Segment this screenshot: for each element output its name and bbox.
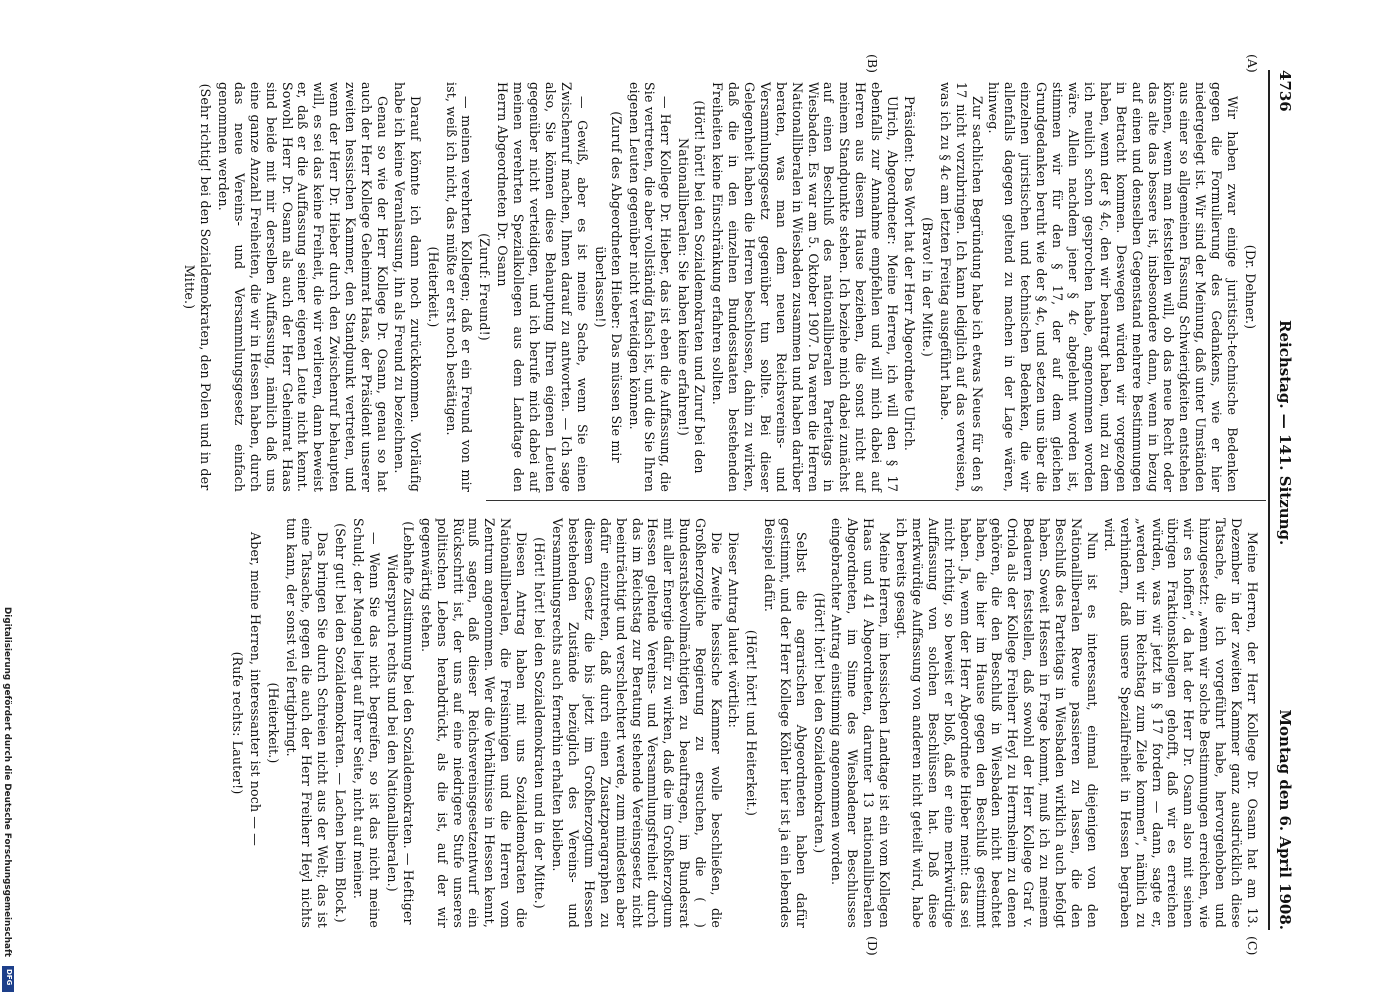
page-header <box>1270 70 1294 930</box>
paragraph: Genau so wie der Herr Kollege Dr. Osann, genau so hat auch der Herr Kollege Geheimrat Haas, der Präsident unserer zweiten hessischen Kammer, den Standpunkt vertreten, und wenn der Herr Dr. Hieber durch den Zwischenruf behaupten will, es sei das keine Freiheit, die wir verlieren, dann beweist er, daß er die Auffassung seiner eigenen Leute nicht kennt. Sowohl Herr Dr. Osann als auch der Herr Geheimrat Haas sind beide mit mir derselben Auffassung, nämlich daß uns eine ganze Anzahl Freiheiten, die wir in Hessen haben, durch das neue Vereins- und Versammlungsgesetz einfach genommen werden. <box>215 82 390 492</box>
paragraph: Dieser Antrag lautet wörtlich: <box>726 532 741 729</box>
paragraph: Präsident: Das Wort hat der Herr Abgeordnete Ulrich. <box>901 96 917 452</box>
paragraph: Ulrich, Abgeordneter: Meine Herren, ich will den § 17 ebenfalls zur Annahme empfehlen und will mich dabei auf Herren aus diesem Hause beziehen, die sonst nicht auf meinem Standpunkte stehen. Ich beziehe mich dabei zunächst auf einen Beschluß des nationalliberalen Parteitags in Wiesbaden. Es war am 5. Oktober 1907. Da waren die Herren Nationalliberalen in Wiesbaden zusammen und haben darüber beraten, was man dem neuen Reichsvereins- und Versammlungsgesetz gegenüber tun sollte. Bei dieser Gelegenheit haben die Herren beschlossen, dahin zu wirken, daß die in den einzelnen Bundesstaaten bestehenden Freiheiten keine Einschränkung erfahren sollten. <box>710 82 901 492</box>
paragraph: Meine Herren, im hessischen Landtage ist ein vom Kollegen Haas und 41 Abgeordneten, darunter 13 nationalliberalen Abgeordneten, im Sinne des Wiesbadener Beschlusses eingebrachter Antrag einstimmig angenommen worden. <box>829 518 893 928</box>
interjection-line: (Heiterkeit.) <box>265 682 281 764</box>
paragraph: Wir haben zwar einige juristisch-technische Bedenken gegen die Formulierung des Gedankens, wie er hier niedergelegt ist. Wir sind der Meinung, daß unter Umständen aus einer so allgemeinen Fassung Schwierigkeiten entstehen können, wenn man feststellen will, ob das neue Recht oder das alte das bessere ist, insbesondere dann, wenn in bezug auf einen und denselben Gegenstand mehrere Bestimmungen in Betracht kommen. Deswegen würden wir vorgezogen haben, wenn der § 4c, den wir beantragt haben, und zu dem ich neulich schon gesprochen habe, angenommen worden wäre. Allein nachdem jener § 4c abgelehnt worden ist, stimmen wir für den § 17, der auf dem gleichen Grundgedanken beruht wie der § 4c, und setzen uns über die einzelnen juristischen und technischen Bedenken, die wir allenfalls dagegen geltend zu machen in der Lage wären, hinweg. <box>986 82 1241 492</box>
dfg-logo-text: DFG <box>5 969 13 986</box>
interjection-line: (Zuruf: Freund!) <box>477 233 493 341</box>
page-number: 4736 <box>1276 70 1294 112</box>
paragraph: Selbst die agrarischen Abgeordneten haben dafür gestimmt, und der Herr Kollege Köhler hier ist ja ein lebendes Beispiel dafür. <box>761 518 809 928</box>
header-rule <box>1268 70 1270 930</box>
paragraph: Darauf könnte ich dann noch zurückkommen. Vorläufig habe ich keine Veranlassung, ihn als Freund zu bezeichnen. <box>391 82 423 492</box>
rotated-document-page <box>30 0 1300 1000</box>
interjection-line: (Bravo! in der Mitte.) <box>919 217 935 357</box>
paragraph: Das bringen Sie durch Schreien nicht aus der Welt; das ist eine Tatsache, gegen die auch der Herr Freiherr Heyl nichts tun kann, der sonst viel fertigbringt. <box>283 518 331 928</box>
column-divider <box>486 500 1266 501</box>
paragraph: Nun ist es interessant, einmal diejenigen von den Nationalliberalen Revue passieren zu lassen, die den Beschluß des Parteitags in Wiesbaden wirklich auch befolgt haben. Soweit Hessen in Frage kommt, muß ich zu meinem Bedauern feststellen, daß sowohl der Herr Kollege Graf v. Oriola als der Kollege Freiherr Heyl zu Herrnsheim zu denen gehören, die den Beschluß in Wiesbaden nicht beachtet haben, die hier im Hause gegen den Beschluß gestimmt haben. Ja, wenn der Herr Abgeordnete Hieber meint: das sei nicht richtig, so beweist er bloß, daß er eine merkwürdige Auffassung von solchen Beschlüssen hat. Daß diese merkwürdige Auffassung von anderen nicht geteilt wird, habe ich bereits gesagt. <box>894 518 1100 928</box>
credit-text: Digitalisierung gefördert durch die Deutsche Forschungsgemeinschaft <box>2 607 12 958</box>
margin-mark-d: (D) <box>865 936 880 956</box>
interjection-line: (Hört! hört! bei den Sozialdemokraten.) <box>811 592 827 854</box>
session-date: Montag den 6. April 1908. <box>1276 709 1294 930</box>
paragraph: — meinen verehrten Kollegen; daß er ein Freund von mir ist, weiß ich nicht, das müßte er erst noch bestätigen. <box>443 82 475 492</box>
margin-mark-a: (A) <box>1245 54 1260 73</box>
paragraph: Aber, meine Herren, interessanter ist noch — — <box>247 532 263 847</box>
paragraph: — Herr Kollege Dr. Hieber, das ist eben die Auffassung, die Sie vertreten, die aber vollständig falsch ist, und die Sie Ihren eigenen Leuten gegenüber nicht verteidigen können. <box>626 82 674 492</box>
right-text-column <box>227 518 1260 928</box>
interjection-line: (Zuruf des Abgeordneten Hieber: Das müssen Sie mir überlassen!) <box>592 111 624 463</box>
interjection-line: (Sehr gut! bei den Sozialdemokraten. — Lachen beim Block.) <box>333 523 349 923</box>
paragraph: Die Zweite hessische Kammer wolle beschließen, die Großherzogliche Regierung zu ersuchen, die ( ) Bundesratsbevollmächtigten zu beauftragen, im Bundesrat mit aller Energie dafür zu wirken, daß die im Großherzogtum Hessen geltende Vereins- und Versammlungsfreiheit durch das im Reichstag zur Beratung stehende Vereinsgesetz nicht beeinträchtigt und verschlechtert werde, zum mindesten aber dafür einzutreten, daß durch einen Zusatzparagraphen zu diesem Gesetz die bis jetzt im Großherzogtum Hessen bestehenden Zustände bezüglich des Vereins- und Versammlungsrechts auch fernerhin erhalten bleiben. <box>550 518 725 928</box>
interjection-line: (Rufe rechts: Lauter!) <box>229 651 245 795</box>
margin-mark-b: (B) <box>865 54 880 73</box>
interjection-line: (Hört! hört! und Heiterkeit.) <box>743 629 759 817</box>
paragraph: — Gewiß, aber es ist meine Sache, wenn Sie einen Zwischenruf machen, Ihnen darauf zu antworten. — Ich sage also, Sie können diese Behauptung Ihren eigenen Leuten gegenüber nicht verteidigen, und ich berufe mich dabei auf meinen verehrten Spezialkollegen aus dem Landtage den Herrn Abgeordneten Dr. Osann <box>495 82 590 492</box>
paragraph: Meine Herren, der Herr Kollege Dr. Osann hat am 13. Dezember in der zweiten Kammer ganz ausdrücklich diese Tatsache, die ich vorgeführt habe, hervorgehoben und hinzugesetzt: „wenn wir solche Bestimmungen erreichen, wie wir es hoffen“, da hat der Herr Dr. Osann also mit seinen übrigen Fraktionskollegen gehofft, daß wir es erreichen würden, was wir jetzt in § 17 fordern — dann, sagte er, „werden wir im Reichstag zum Ziele kommen“, nämlich zu verhindern, daß unsere Spezialfreiheit in Hessen begraben wird. <box>1101 518 1260 928</box>
dfg-logo <box>2 966 14 992</box>
paragraph: Diesen Antrag haben mit uns Sozialdemokraten die Nationalliberalen, die Freisinnigen und die Herren vom Zentrum angenommen. Wer die Verhältnisse in Hessen kennt, muß sagen, daß dieser Reichsvereinsgesetzentwurf ein Rückschritt ist, der uns auf eine niedrigere Stufe unseres politischen Lebens herabdrückt, als die ist, auf der wir gegenwärtig stehen. <box>418 518 530 928</box>
margin-mark-c: (C) <box>1245 936 1260 956</box>
left-text-column <box>179 82 1260 492</box>
interjection-line: (Hört! hört! bei den Sozialdemokraten und in der Mitte.) <box>532 537 548 909</box>
interjection-line: (Sehr richtig! bei den Sozialdemokraten, den Polen und in der Mitte.) <box>182 83 213 491</box>
session-title: Reichstag. — 141. Sitzung. <box>1276 320 1294 546</box>
interjection-line: (Heiterkeit.) <box>425 246 441 328</box>
paragraph: — Wenn Sie das nicht begreifen, so ist das nicht meine Schuld; der Mangel liegt auf Ihrer Seite, nicht auf meiner. <box>351 518 383 928</box>
interjection-line: (Hört! hört! bei den Sozialdemokraten und Zuruf bei den Nationalliberalen: Sie haben keine erfahren!) <box>676 100 708 474</box>
paragraph: Zur sachlichen Begründung habe ich etwas Neues für den § 17 nicht vorzubringen. Ich kann lediglich auf das verweisen, was ich zu § 4c am letzten Freitag ausgeführt habe. <box>937 82 985 492</box>
interjection-line: (Dr. Dehner.) <box>1243 244 1258 330</box>
digitization-credit <box>2 0 14 1000</box>
interjection-line: (Lebhafte Zustimmung bei den Sozialdemokraten. — Heftiger Widerspruch rechts und bei den Nationalliberalen.) <box>384 521 416 925</box>
